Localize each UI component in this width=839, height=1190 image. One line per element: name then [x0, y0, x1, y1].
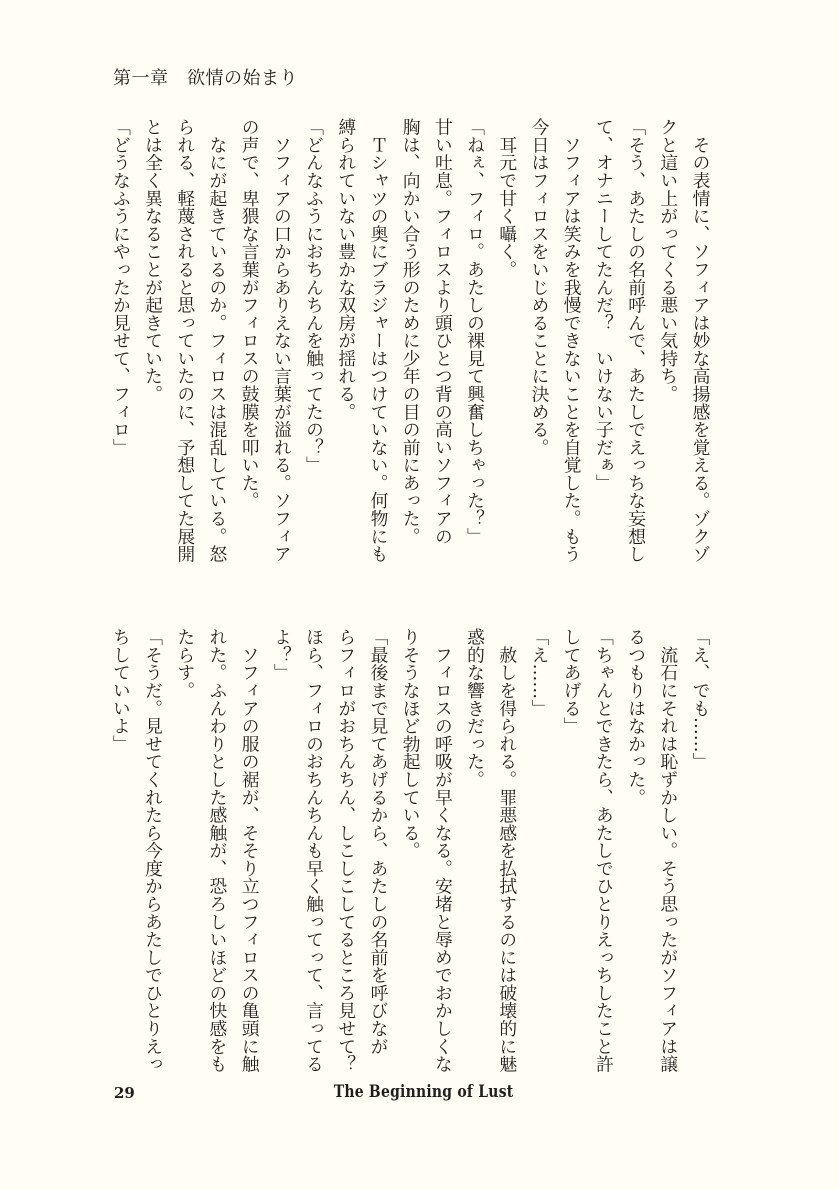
text-column: るつもりはなかった。 [625, 628, 647, 806]
text-column: ソフィアの口からありえない言葉が溢れる。ソフィア [271, 118, 293, 563]
running-title: The Beginning of Lust [333, 1082, 514, 1102]
text-column: 「ちゃんとできたら、あたしでひとりえっちしたこと許 [593, 628, 615, 1073]
text-column: 「そうだ。見せてくれたら今度からあたしでひとりえっ [142, 628, 164, 1073]
lower-text-block [104, 628, 716, 1080]
text-column: れた。ふんわりとした感触が、恐ろしいほどの快感をも [206, 628, 228, 1073]
upper-text-block [104, 118, 716, 570]
text-column: Ｔシャツの奥にブラジャーはつけていない。何物にも [367, 118, 389, 563]
text-column: 赦しを得られる。罪悪感を払拭するのには破壊的に魅 [496, 628, 518, 1073]
text-column: ほら、フィロのおちんちんも早く触ってって、言ってる [303, 628, 325, 1073]
text-column: なにが起きているのか。フィロスは混乱している。怒 [206, 118, 228, 563]
text-column: 耳元で甘く囁く。 [496, 118, 518, 279]
text-column: 「え……」 [528, 628, 550, 717]
text-column: ちしていいよ」 [110, 628, 132, 753]
text-column: られる、軽蔑されると思っていたのに、予想してた展開 [174, 118, 196, 563]
text-column: ソフィアの服の裾が、そそり立つフィロスの亀頭に触 [239, 628, 261, 1073]
text-column: 流石にそれは恥ずかしい。そう思ったがソフィアは譲 [657, 628, 679, 1073]
text-column: その表情に、ソフィアは妙な高揚感を覚える。ゾクゾ [690, 118, 711, 563]
page-number: 29 [114, 1084, 135, 1102]
text-column: 「どんなふうにおちんちんを触ってたの？」 [303, 118, 325, 474]
text-column: 「そう、あたしの名前呼んで、あたしでえっちな妄想し [625, 118, 647, 563]
text-column: たらす。 [174, 628, 196, 700]
text-column: 今日はフィロスをいじめることに決める。 [528, 118, 550, 457]
text-column: りそうなほど勃起している。 [400, 628, 422, 860]
text-column: て、オナニーしてたんだ？ いけない子だぁ」 [593, 118, 615, 492]
text-column: 胸は、向かい合う形のために少年の目の前にあった。 [400, 118, 422, 545]
text-column: 惑的な響きだった。 [464, 628, 486, 789]
text-column: ソフィアは笑みを我慢できないことを自覚した。もう [561, 118, 583, 563]
text-column: フィロスの呼吸が早くなる。安堵と辱めでおかしくな [432, 628, 454, 1073]
text-column: 縛られていない豊かな双房が揺れる。 [335, 118, 357, 421]
text-column: 「え、でも……」 [690, 628, 711, 771]
text-column: してあげる」 [561, 628, 583, 735]
text-column: クと這い上がってくる悪い気持ち。 [657, 118, 679, 403]
text-column: 「ねぇ、フィロ。あたしの裸見て興奮しちゃった？」 [464, 118, 486, 545]
text-column: らフィロがおちんちん、しこしこしてるところ見せて？ [335, 628, 357, 1073]
chapter-header: 第一章 欲情の始まり [113, 68, 298, 89]
text-column: 「最後まで見てあげるから、あたしの名前を呼びなが [367, 628, 389, 1055]
text-column: 「どうなふうにやったか見せて、フィロ」 [110, 118, 132, 457]
text-column: とは全く異なることが起きていた。 [142, 118, 164, 403]
text-column: よ？」 [271, 628, 293, 682]
text-column: 甘い吐息。フィロスより頭ひとつ背の高いソフィアの [432, 118, 454, 545]
text-column: の声で、卑猥な言葉がフィロスの鼓膜を叩いた。 [239, 118, 261, 510]
